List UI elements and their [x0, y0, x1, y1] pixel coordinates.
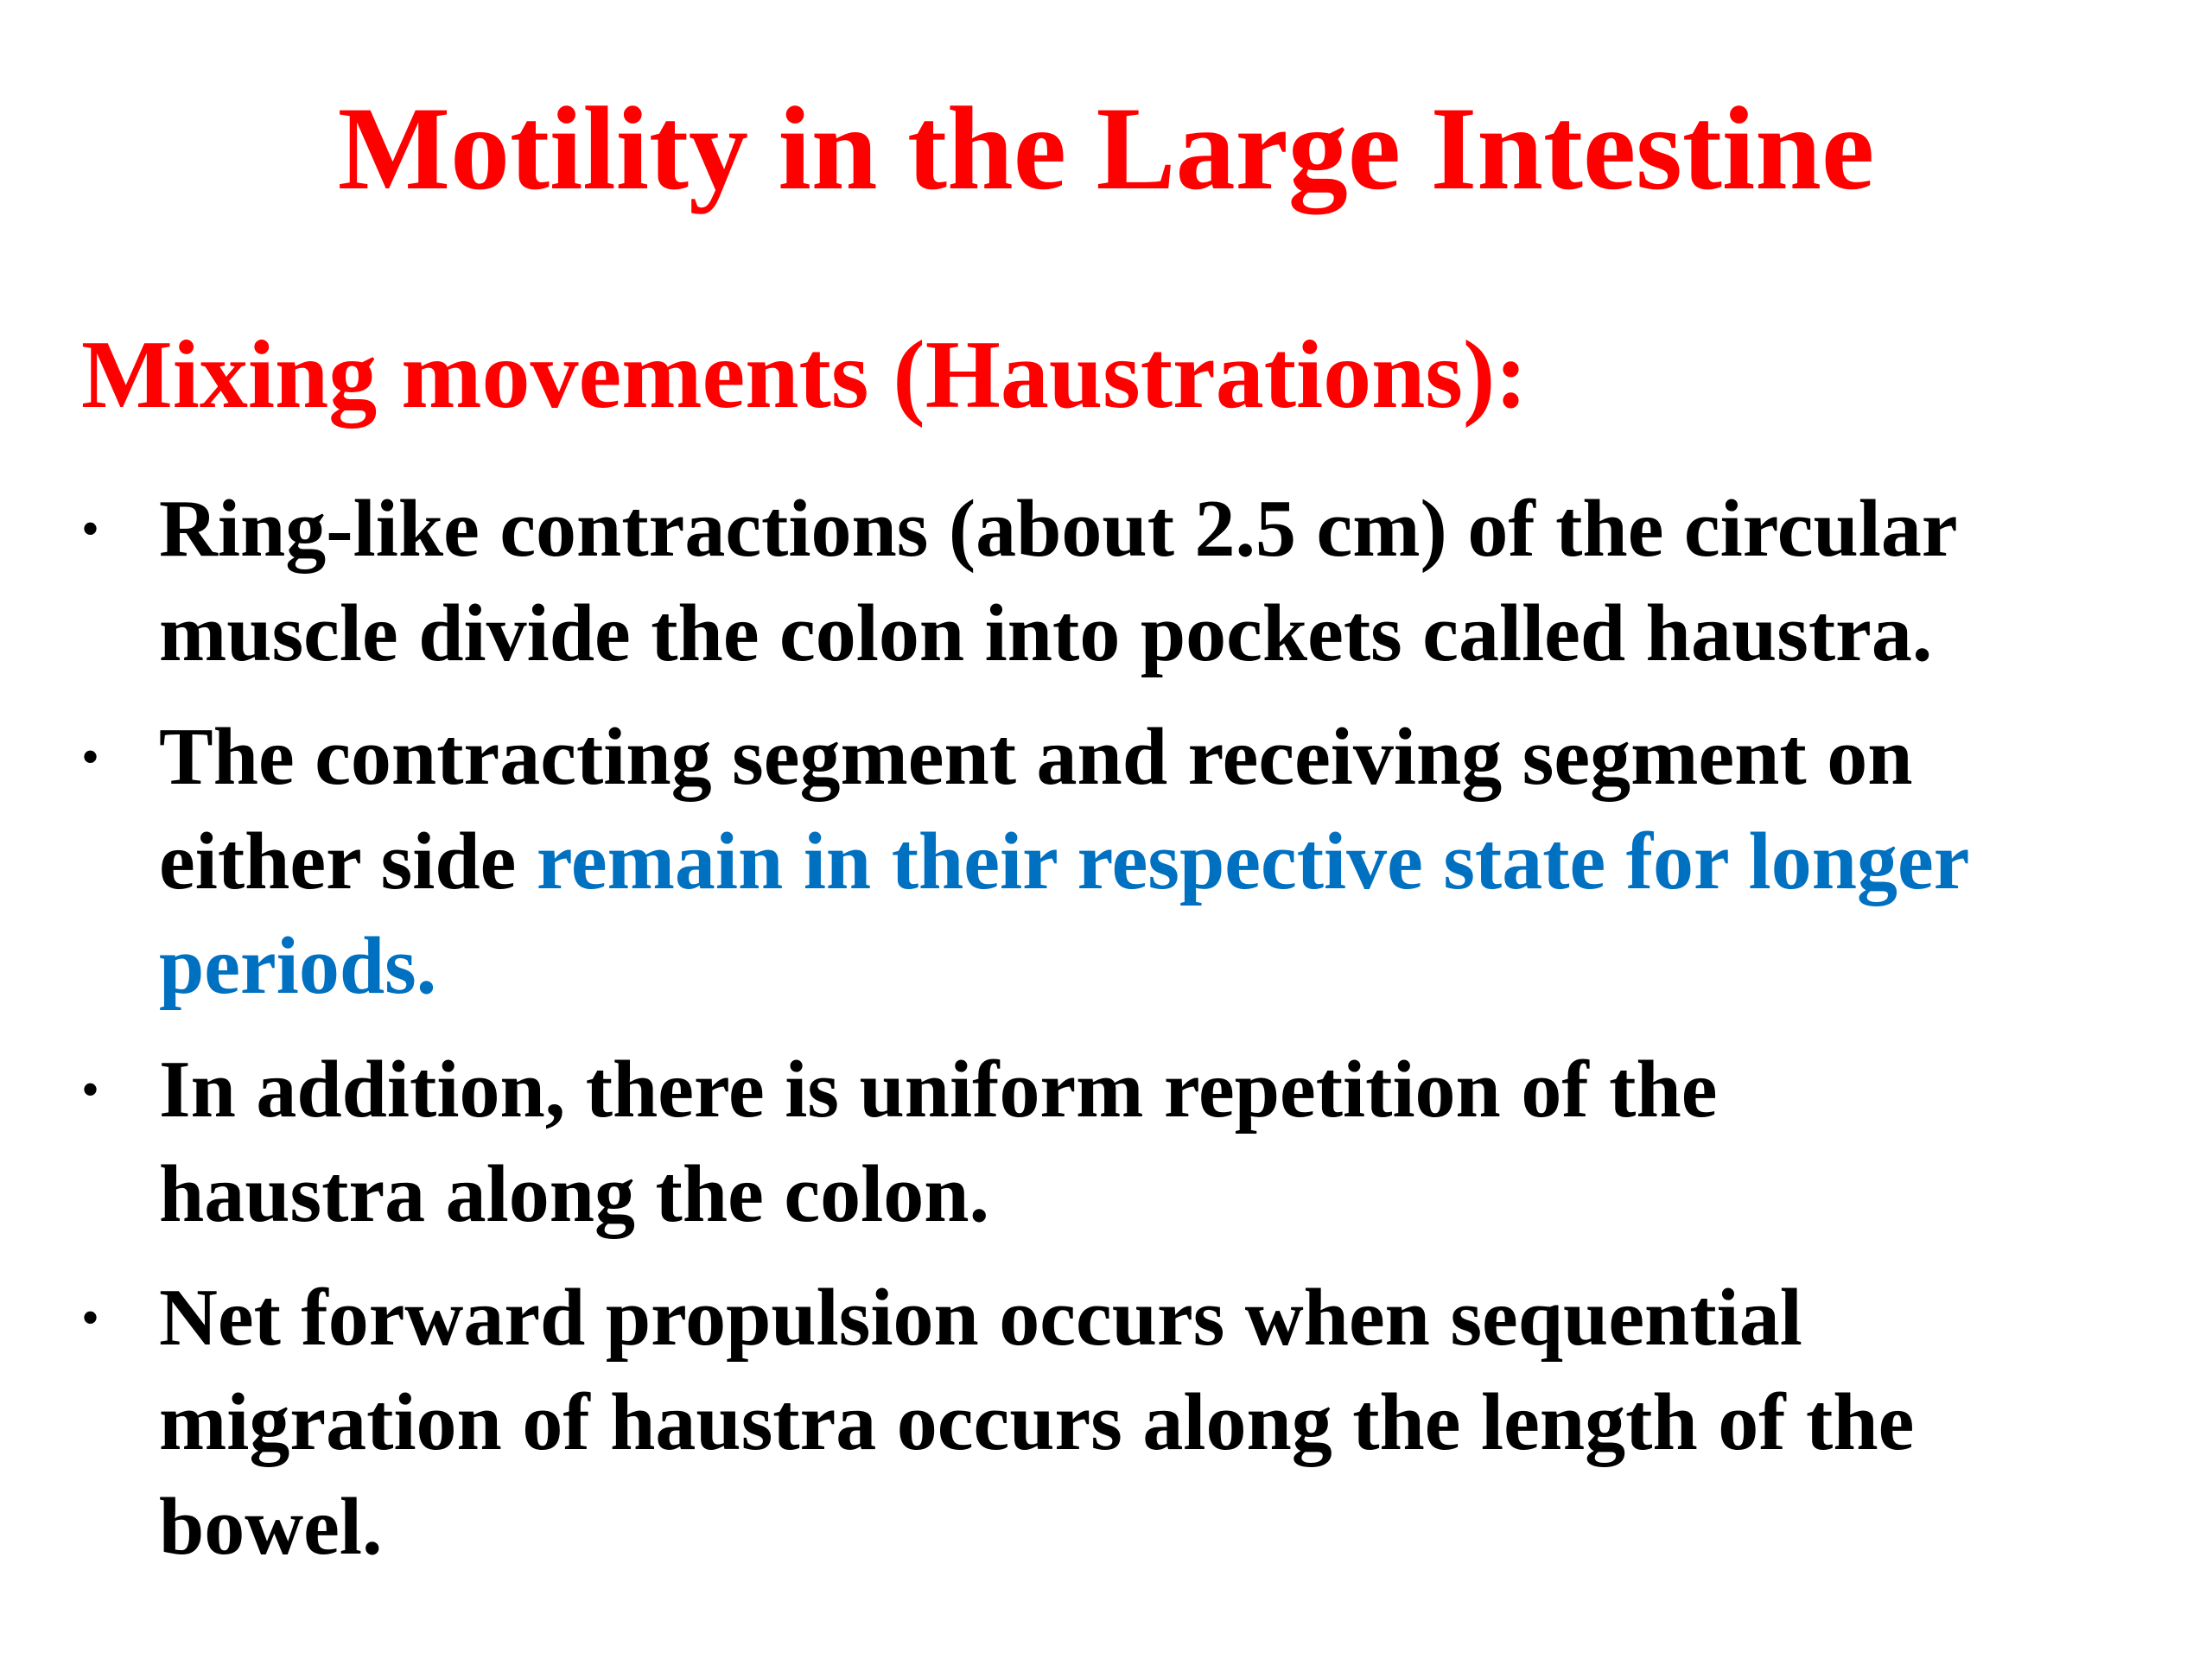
- bullet-item-ring-contractions: [0, 477, 2212, 686]
- bullet-text-highlight: periods.: [159, 921, 437, 1011]
- slide-title: Motility in the Large Intestine: [337, 82, 1875, 214]
- bullet-marker: •: [81, 500, 100, 557]
- bullet-list: [0, 477, 2212, 1599]
- bullet-text-line: Ring-like contractions (about 2.5 cm) of the circular: [159, 484, 1958, 574]
- bullet-marker: •: [81, 1289, 100, 1346]
- bullet-text-line: Net forward propulsion occurs when sequential: [159, 1273, 1802, 1363]
- bullet-text-line: The contracting segment and receiving segment on: [159, 712, 1913, 802]
- bullet-text-highlight: remain in their respective state for longer: [536, 817, 1970, 906]
- bullet-text-line: bowel.: [159, 1482, 383, 1572]
- section-heading: Mixing movements (Haustrations):: [81, 321, 1528, 429]
- bullet-text-line: migration of haustra occurs along the length of the: [159, 1377, 1915, 1467]
- bullet-text-plain: either side: [159, 817, 537, 906]
- bullet-marker: •: [81, 728, 100, 785]
- bullet-item-uniform-repetition: [0, 1038, 2212, 1247]
- bullet-item-net-forward-propulsion: [0, 1266, 2212, 1580]
- bullet-text-line: In addition, there is uniform repetition of the: [159, 1045, 1718, 1135]
- bullet-marker: •: [81, 1061, 100, 1118]
- bullet-text-line-mixed: [159, 810, 2160, 914]
- bullet-text-line: muscle divide the colon into pockets called haustra.: [159, 588, 1933, 678]
- bullet-text-line: haustra along the colon.: [159, 1149, 989, 1239]
- bullet-item-contracting-segment: [0, 705, 2212, 1019]
